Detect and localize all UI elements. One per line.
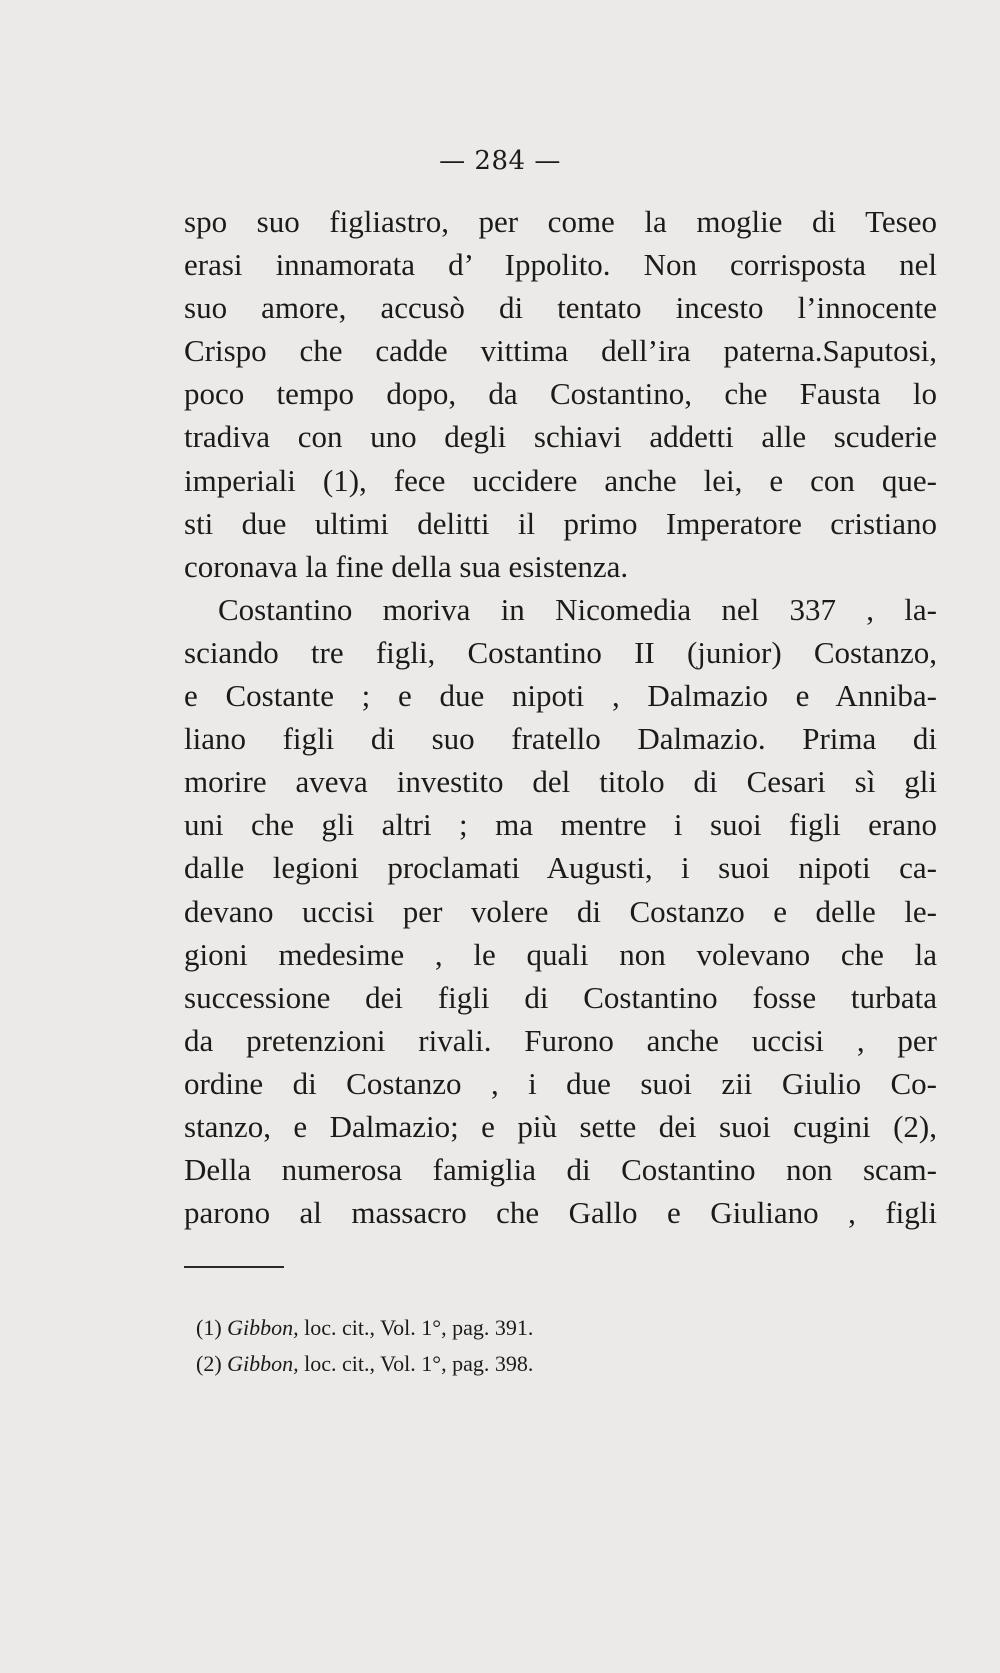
- text-line: sciando tre figli, Costantino II (junior) Costanzo,: [184, 634, 937, 670]
- footnote-1: [196, 1310, 533, 1346]
- text-line: coronava la fine della sua esistenza.: [184, 548, 629, 584]
- text-line: successione dei figli di Costantino fosse turbata: [184, 979, 937, 1015]
- text-line: parono al massacro che Gallo e Giuliano , figli: [184, 1195, 937, 1231]
- text-line: sti due ultimi delitti il primo Imperatore cristiano: [184, 505, 937, 541]
- page-number: — 284 —: [439, 146, 561, 176]
- text-line: spo suo figliastro, per come la moglie di Teseo: [184, 204, 937, 239]
- text-line: e Costante ; e due nipoti , Dalmazio e Anniba-: [184, 678, 937, 714]
- text-line: dalle legioni proclamati Augusti, i suoi nipoti ca-: [184, 850, 937, 886]
- text-line: Crispo che cadde vittima dell’ira paterna.Saputosi,: [184, 333, 937, 369]
- text-line: suo amore, accusò di tentato incesto l’innocente: [184, 290, 937, 326]
- footnote-author: Gibbon,: [227, 1351, 299, 1376]
- text-line: morire aveva investito del titolo di Cesari sì gli: [184, 764, 937, 800]
- text-line: Costantino moriva in Nicomedia nel 337 , la-: [218, 591, 937, 627]
- footnote-author: Gibbon,: [227, 1315, 299, 1340]
- text-line: stanzo, e Dalmazio; e più sette dei suoi cugini (2),: [184, 1108, 937, 1144]
- text-line: da pretenzioni rivali. Furono anche uccisi , per: [184, 1022, 937, 1058]
- text-line: devano uccisi per volere di Costanzo e delle le-: [184, 893, 937, 929]
- text-line: ordine di Costanzo , i due suoi zii Giulio Co-: [184, 1065, 937, 1101]
- footnote-text: loc. cit., Vol. 1°, pag. 391.: [304, 1315, 534, 1340]
- text-line: imperiali (1), fece uccidere anche lei, e con que-: [184, 462, 937, 498]
- footnote-rule: [184, 1266, 284, 1268]
- text-line: tradiva con uno degli schiavi addetti alle scuderie: [184, 419, 937, 455]
- text-line: poco tempo dopo, da Costantino, che Fausta lo: [184, 376, 937, 412]
- text-line: liano figli di suo fratello Dalmazio. Prima di: [184, 721, 937, 757]
- text-line: uni che gli altri ; ma mentre i suoi figli erano: [184, 807, 937, 843]
- body-text: [184, 200, 937, 1234]
- text-line: gioni medesime , le quali non volevano che la: [184, 936, 937, 972]
- text-line: erasi innamorata d’ Ippolito. Non corrisposta nel: [184, 247, 937, 283]
- footnotes: [196, 1310, 533, 1382]
- text-line: Della numerosa famiglia di Costantino non scam-: [184, 1152, 937, 1188]
- footnote-marker: (1): [196, 1315, 222, 1340]
- footnote-text: loc. cit., Vol. 1°, pag. 398.: [304, 1351, 534, 1376]
- footnote-marker: (2): [196, 1351, 222, 1376]
- footnote-2: [196, 1346, 533, 1382]
